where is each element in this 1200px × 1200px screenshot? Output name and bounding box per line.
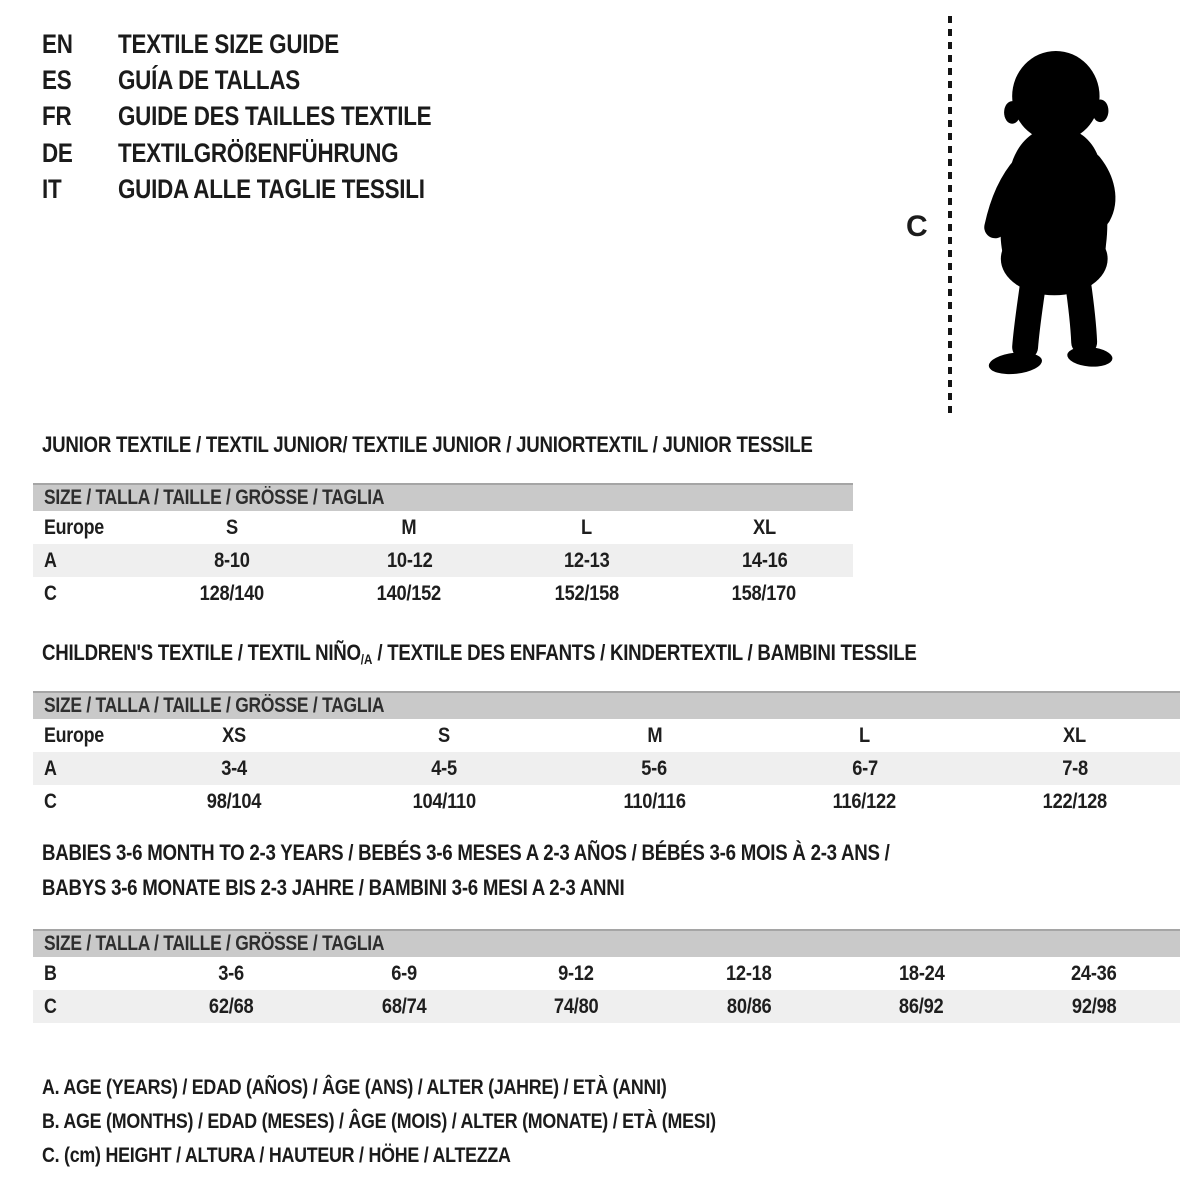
size-cell: 74/80 (554, 994, 599, 1018)
language-code: DE (42, 137, 73, 168)
legend-line-c: C. (cm) HEIGHT / ALTURA / HAUTEUR / HÖHE / ALTEZZA (42, 1142, 511, 1167)
row-label: C (44, 789, 57, 813)
language-row (42, 172, 496, 208)
table-row (33, 511, 853, 544)
guide-title: TEXTILGRÖßENFÜHRUNG (118, 137, 399, 168)
size-cell: 158/170 (732, 581, 797, 605)
size-cell: 5-6 (641, 756, 668, 780)
size-cell: 6-9 (390, 961, 417, 985)
size-cell: 14-16 (741, 548, 787, 572)
row-label: A (44, 548, 57, 572)
language-code: EN (42, 28, 73, 59)
language-code: ES (42, 65, 72, 96)
size-cell: 98/104 (206, 789, 262, 813)
language-code: IT (42, 174, 62, 205)
size-cell: 7-8 (1062, 756, 1088, 780)
guide-title: GUIDA ALLE TAGLIE TESSILI (118, 174, 425, 205)
size-cell: M (401, 515, 417, 539)
size-cell: 152/158 (554, 581, 619, 605)
size-cell: 104/110 (412, 789, 476, 813)
size-cell: 6-7 (851, 756, 878, 780)
table-row (33, 785, 1180, 818)
size-cell: XL (1063, 723, 1087, 747)
children-size-table (33, 691, 1180, 818)
table-row (33, 719, 1180, 752)
table-row (33, 544, 853, 577)
size-cell: 86/92 (899, 994, 944, 1018)
size-cell: 12-13 (564, 548, 610, 572)
guide-title: TEXTILE SIZE GUIDE (118, 28, 339, 59)
table-row (33, 577, 853, 610)
row-label: Europe (44, 515, 104, 539)
size-cell: 128/140 (199, 581, 264, 605)
size-cell: 10-12 (386, 548, 432, 572)
language-row (42, 62, 496, 98)
junior-section-title: JUNIOR TEXTILE / TEXTIL JUNIOR/ TEXTILE JUNIOR / JUNIORTEXTIL / JUNIOR TESSILE (42, 432, 813, 457)
table-row (33, 990, 1180, 1023)
size-cell: 9-12 (558, 961, 595, 985)
size-cell: S (438, 723, 451, 747)
guide-title: GUIDE DES TAILLES TEXTILE (118, 101, 432, 132)
language-row (42, 99, 496, 135)
size-cell: 4-5 (431, 756, 458, 780)
babies-size-table (33, 929, 1180, 1023)
row-label: A (44, 756, 57, 780)
legend-line-a: A. AGE (YEARS) / EDAD (AÑOS) / ÂGE (ANS) / ALTER (JAHRE) / ETÀ (ANNI) (42, 1074, 667, 1099)
babies-section-title: BABIES 3-6 MONTH TO 2-3 YEARS / BEBÉS 3-6 MESES A 2-3 AÑOS / BÉBÉS 3-6 MOIS À 2-3 ANS / BABYS 3-6 MONATE BIS 2-3 JAHRE / BAMBINI 3-6 MESI A 2-3 ANNI (42, 840, 890, 900)
size-cell: 8-10 (213, 548, 250, 572)
size-table-header: SIZE / TALLA / TAILLE / GRÖSSE / TAGLIA (33, 691, 1180, 719)
table-row (33, 957, 1180, 990)
legend-line-b: B. AGE (MONTHS) / EDAD (MESES) / ÂGE (MOIS) / ALTER (MONATE) / ETÀ (MESI) (42, 1108, 716, 1133)
size-cell: 92/98 (1071, 994, 1116, 1018)
table-row (33, 752, 1180, 785)
size-cell: 3-6 (218, 961, 245, 985)
size-cell: 12-18 (726, 961, 772, 985)
size-cell: 140/152 (377, 581, 442, 605)
row-label: Europe (44, 723, 104, 747)
height-measure-label: C (906, 210, 928, 243)
size-table-header: SIZE / TALLA / TAILLE / GRÖSSE / TAGLIA (33, 483, 853, 511)
height-measure-line (948, 16, 952, 416)
children-section-title: CHILDREN'S TEXTILE / TEXTIL $NIÑO_{/A}$ / TEXTILE DES ENFANTS / KINDERTEXTIL / BAMBINI TESSILE (42, 640, 917, 667)
guide-title: GUÍA DE TALLAS (118, 65, 301, 96)
junior-size-table (33, 483, 853, 610)
row-label: C (44, 581, 57, 605)
language-row (42, 26, 496, 62)
row-label: C (44, 994, 57, 1018)
size-table-header: SIZE / TALLA / TAILLE / GRÖSSE / TAGLIA (33, 929, 1180, 957)
language-row (42, 135, 496, 171)
language-title-list (42, 26, 496, 208)
size-cell: M (647, 723, 662, 747)
size-cell: L (859, 723, 871, 747)
size-cell: 122/128 (1042, 789, 1108, 813)
size-cell: 18-24 (898, 961, 944, 985)
size-cell: 116/122 (833, 789, 897, 813)
toddler-silhouette-icon (962, 14, 1140, 418)
size-cell: XL (752, 515, 776, 539)
row-label: B (44, 961, 57, 985)
legend (42, 1070, 854, 1172)
size-cell: 68/74 (381, 994, 426, 1018)
size-cell: 3-4 (221, 756, 247, 780)
language-code: FR (42, 101, 72, 132)
size-cell: 110/116 (623, 789, 686, 813)
size-cell: 80/86 (726, 994, 771, 1018)
size-cell: 62/68 (209, 994, 254, 1018)
size-cell: L (581, 515, 593, 539)
size-cell: 24-36 (1071, 961, 1117, 985)
size-cell: XS (222, 723, 247, 747)
size-cell: S (225, 515, 238, 539)
